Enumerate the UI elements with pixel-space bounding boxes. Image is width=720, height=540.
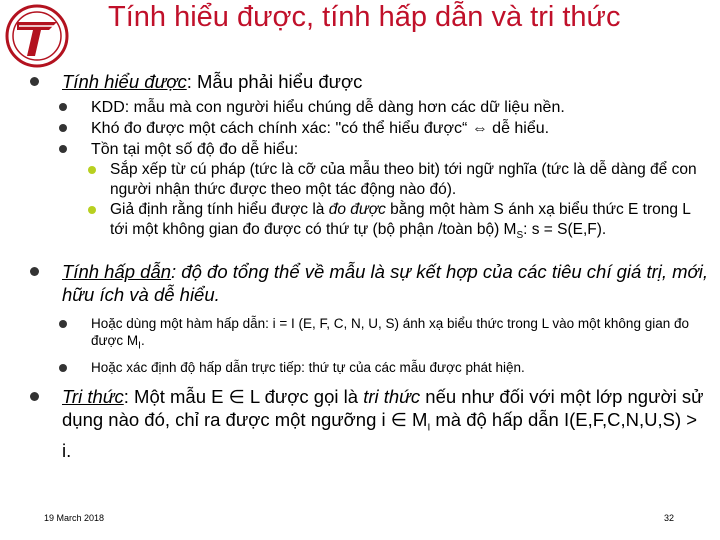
sub-sub-bullet-syntax [30, 160, 710, 200]
text-segment: : Một mẫu E ∈ L được gọi là [123, 385, 364, 407]
text-segment: nếu như đối với một lớp người sử dụng nào đó, chỉ ra được một ngưỡng i ∈ M [62, 385, 704, 430]
bullet-dot-icon [88, 166, 96, 174]
sub-bullet-measures [30, 139, 710, 160]
bullet-knowledge [30, 385, 710, 463]
comprehensibility-definition: : Mẫu phải hiểu được [186, 71, 363, 92]
bullet-dot-icon [30, 267, 39, 276]
text-segment: . [140, 333, 145, 349]
term-knowledge: Tri thức [62, 385, 124, 407]
bullet-dot-icon [59, 145, 67, 153]
slide-body [30, 70, 710, 462]
text-segment: Giả định rằng tính hiểu được là [110, 201, 329, 218]
sub-bullet-hard-to-measure [30, 118, 710, 139]
bullet-dot-icon [30, 392, 39, 401]
footer-date: 19 March 2018 [44, 513, 105, 523]
sub-bullet-text: Khó đo được một cách chính xác: "có thể hiểu được“ ⇔ dễ hiểu. [91, 120, 550, 137]
interestingness-definition: : độ đo tổng thể về mẫu là sự kết hợp của các tiêu chí giá trị, mới, hữu ích và dễ hiểu. [62, 261, 708, 306]
page-number: 32 [664, 513, 675, 523]
logo-emblem-icon [5, 4, 69, 68]
subscript: I [427, 422, 431, 434]
sub-bullet-text: Tồn tại một số độ đo dễ hiểu: [91, 141, 299, 158]
sub-bullet-text: KDD: mẫu mà con người hiểu chúng dễ dàng hơn các dữ liệu nền. [91, 99, 565, 116]
sub-sub-bullet-function-s [30, 200, 710, 246]
bullet-dot-icon [59, 364, 67, 372]
university-logo [5, 4, 69, 68]
sub-bullet-kdd [30, 97, 710, 118]
subscript: I [138, 340, 141, 352]
sub-bullet-interest-function [30, 315, 710, 355]
bullet-comprehensibility [30, 70, 710, 93]
term-comprehensibility: Tính hiểu được [62, 71, 187, 92]
sub-bullet-direct-ranking [30, 359, 710, 376]
bullet-dot-icon [59, 320, 67, 328]
term-interestingness: Tính hấp dẫn [62, 261, 172, 283]
text-emphasis: đo được [328, 201, 386, 218]
sub-bullet-text: Hoặc xác định độ hấp dẫn trực tiếp: thứ tự của các mẫu được phát hiện. [91, 359, 525, 375]
text-emphasis: tri thức [363, 385, 421, 407]
subscript: S [516, 230, 524, 242]
text-segment: mà độ hấp dẫn I(E,F,C,N,U,S) > i. [62, 408, 698, 462]
bullet-interestingness [30, 260, 710, 306]
text-segment: : s = S(E,F). [523, 221, 607, 238]
text-segment: bằng một hàm S ánh xạ biểu thức E trong L tới một không gian đo được có thứ tự (bộ phận /toàn bộ) M [110, 201, 691, 238]
sub-bullet-text: Hoặc dùng một hàm hấp dẫn: i = I (E, F, C, N, U, S) ánh xạ biểu thức trong L vào một không gian đo được M [91, 316, 689, 349]
sub-sub-bullet-text: Sắp xếp từ cú pháp (tức là cỡ của mẫu theo bit) tới ngữ nghĩa (tức là dễ dàng để con người nhận thức được theo một tác động nào đó). [110, 161, 697, 198]
slide-title: Tính hiểu được, tính hấp dẫn và tri thức [108, 1, 621, 33]
bullet-dot-icon [59, 124, 67, 132]
bullet-dot-icon [30, 77, 39, 86]
bullet-dot-icon [88, 206, 96, 214]
bullet-dot-icon [59, 103, 67, 111]
